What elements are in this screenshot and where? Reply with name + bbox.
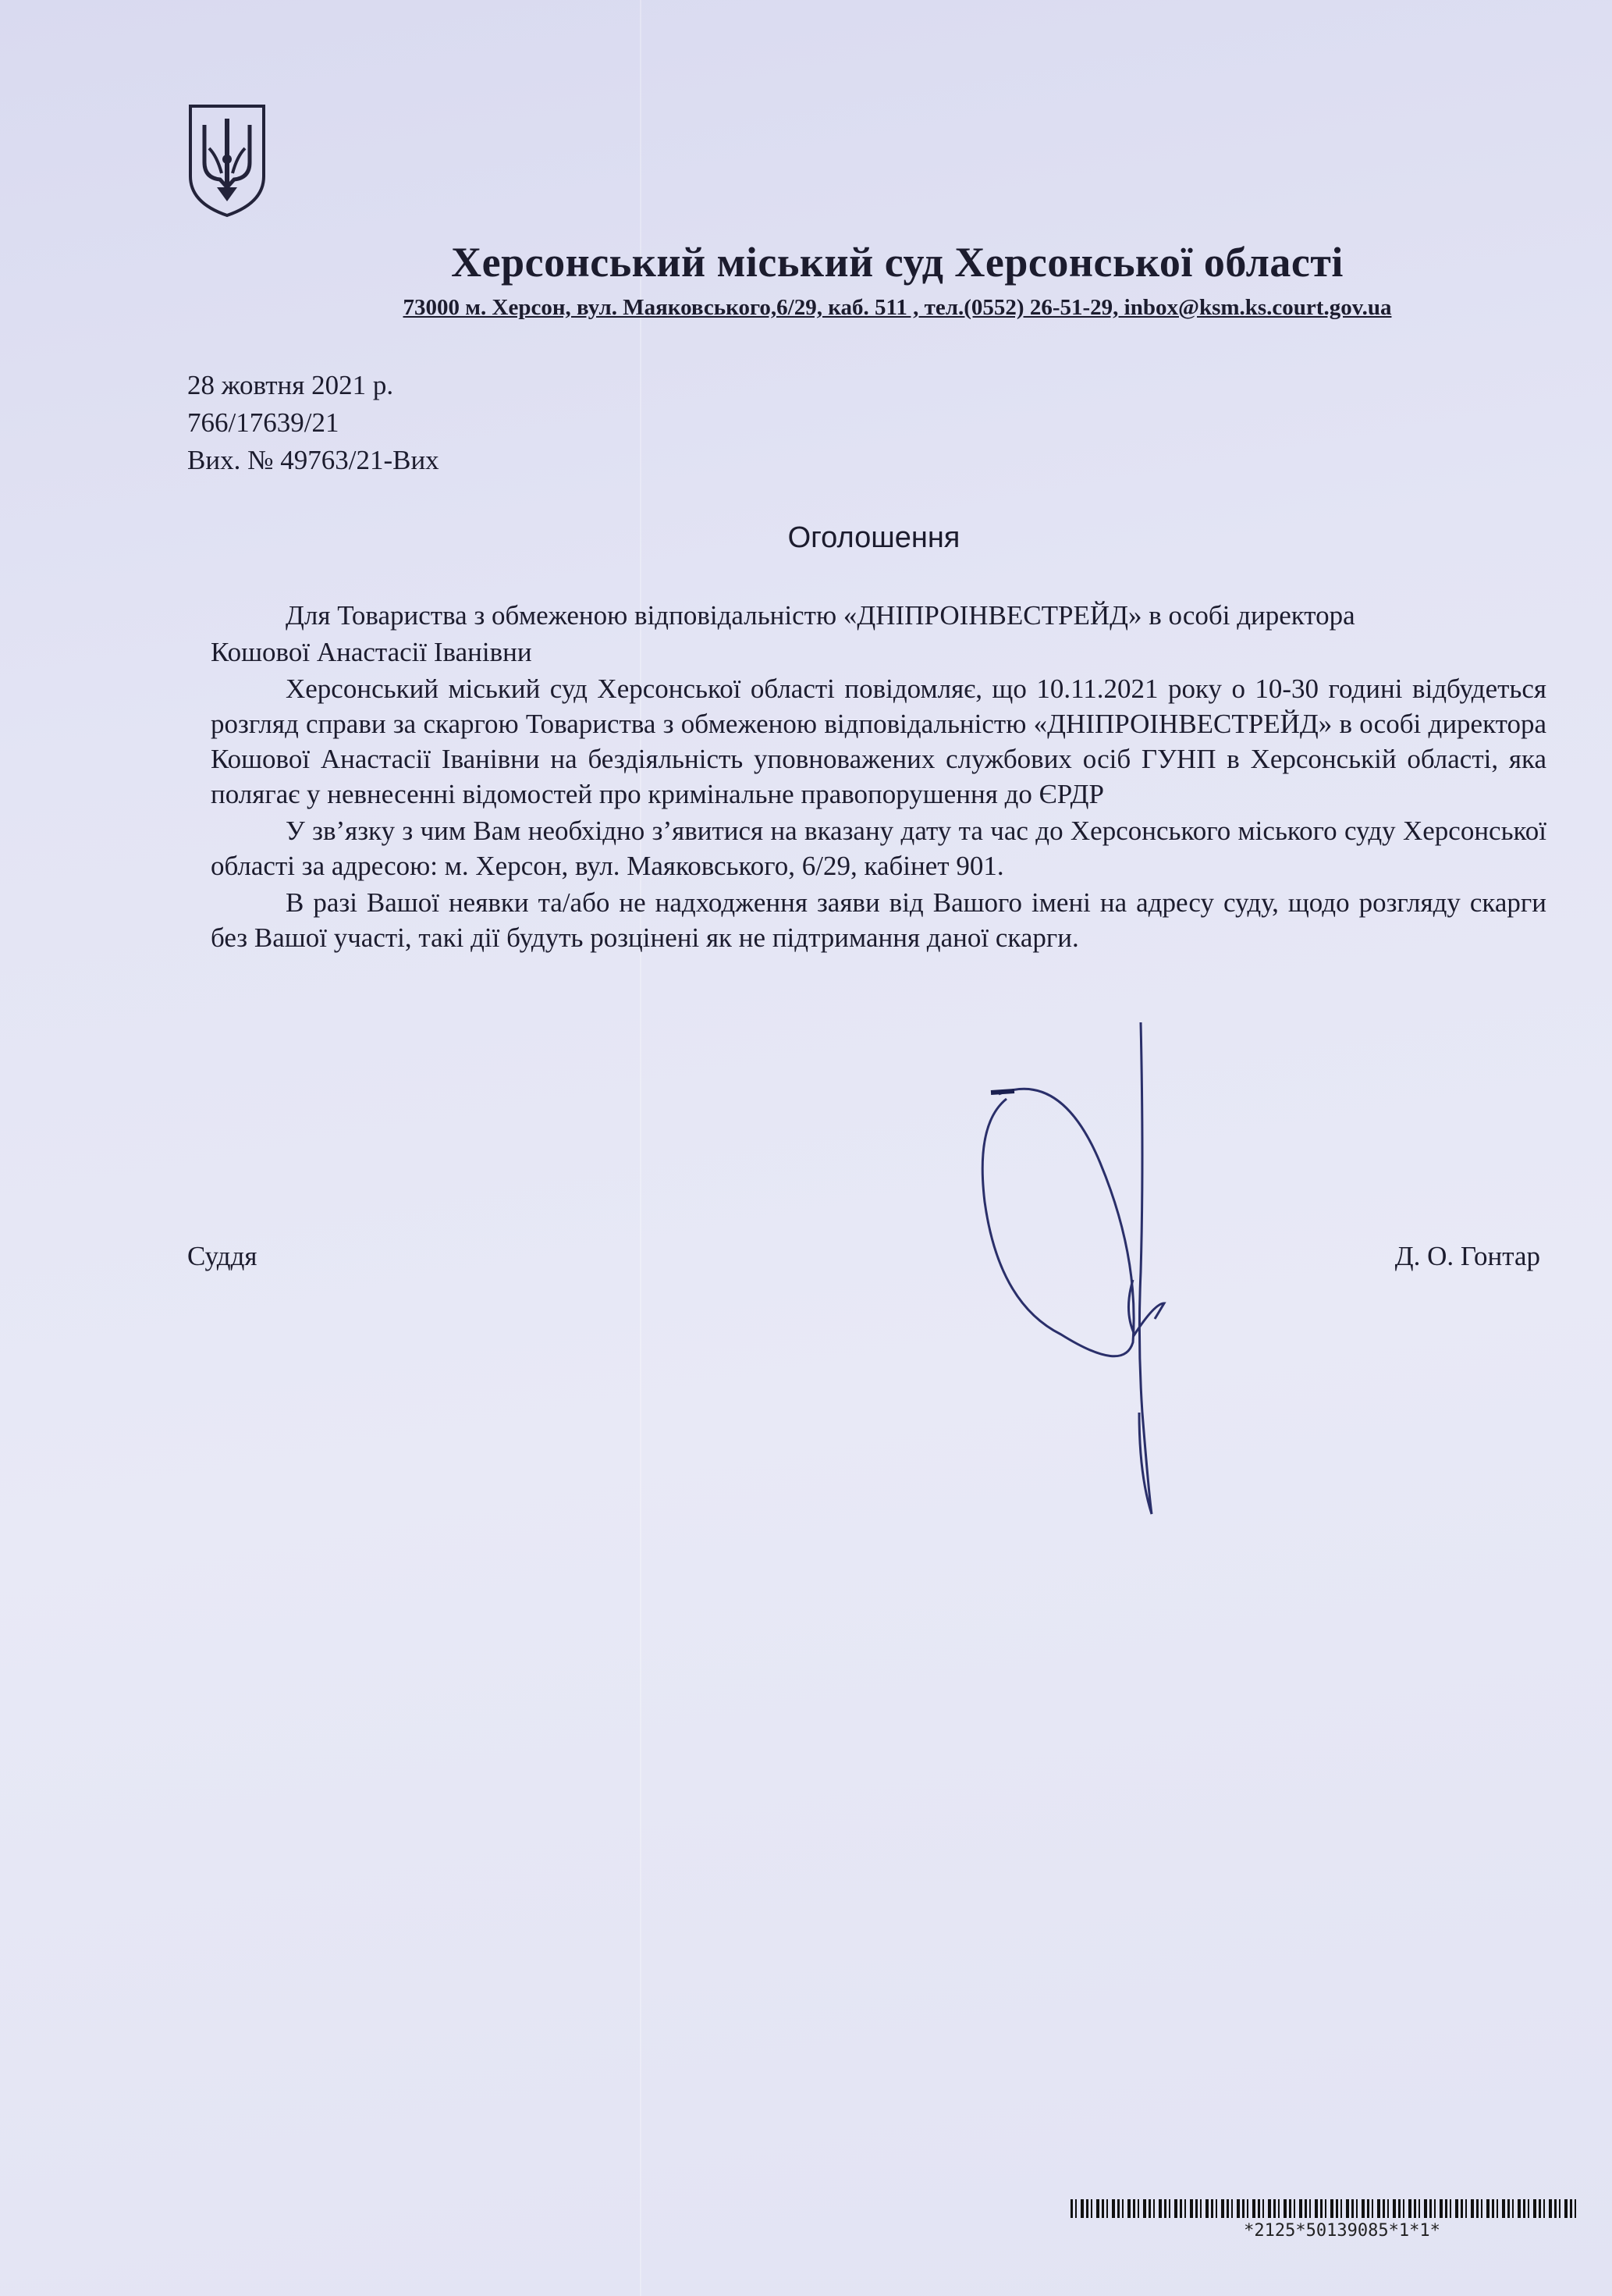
recipient-name: Кошової Анастасії Іванівни [211,637,532,667]
case-number: 766/17639/21 [187,407,339,438]
paper-fold [640,0,641,2296]
document-date: 28 жовтня 2021 р. [187,370,394,400]
outgoing-number: Вих. № 49763/21-Вих [187,445,439,475]
paragraph-notice: Херсонський міський суд Херсонської області повідомляє, що 10.11.2021 року о 10-30 годині відбудеться розгляд справи за скаргою Товариства з обмеженою відповідальністю «ДНІПРОІНВЕСТРЕЙД» в особі директора Кошової Анастасії Іванівни на бездіяльність уповноважених службових осіб ГУНП в Херсонській області, яка полягає у невнесенні відомостей про кримінальне правопорушення до ЄРДР [211,674,1546,809]
trident-coat-of-arms-icon [186,101,268,219]
document-title: Оголошення [787,521,960,554]
court-name: Херсонський міський суд Херсонської області [451,239,1344,286]
document-meta [187,367,439,479]
signer-name: Д. О. Гонтар [1394,1241,1540,1271]
handwritten-signature [968,1007,1186,1522]
paragraph-appearance: У зв’язку з чим Вам необхідно з’явитися на вказану дату та час до Херсонського міського суду Херсонської області за адресою: м. Херсон, вул. Маяковського, 6/29, кабінет 901. [211,816,1546,881]
signer-position: Суддя [187,1241,257,1271]
paragraph-consequences: В разі Вашої неявки та/або не надходження заяви від Вашого імені на адресу суду, щодо розгляду скарги без Вашої участі, такі дії будуть розцінені як не підтримання даної скарги. [211,887,1546,953]
recipient-line: Для Товариства з обмеженою відповідальністю «ДНІПРОІНВЕСТРЕЙД» в особі директора [286,600,1355,631]
barcode [1071,2199,1578,2218]
barcode-number: *2125*50139085*1*1* [1244,2221,1440,2241]
court-address: 73000 м. Херсон, вул. Маяковського,6/29, каб. 511 , тел.(0552) 26-51-29, inbox@ksm.ks.court.gov.ua [403,295,1392,320]
document-body [211,598,1546,957]
